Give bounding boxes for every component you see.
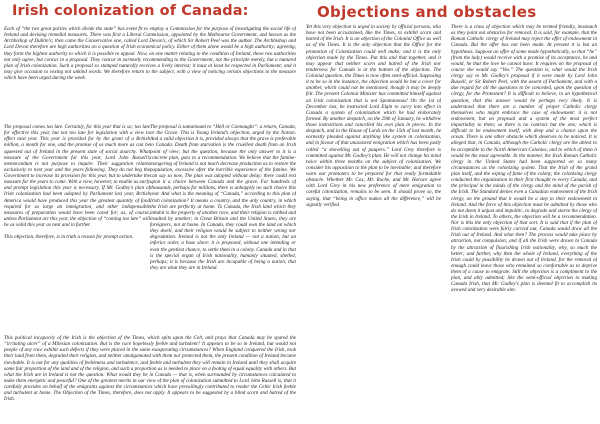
column-left-b xyxy=(150,124,296,332)
paragraph: Yet this very objection is urged in society by official persons, who have not been accustomed, like the Times, to exhibit scorn and hatred of the Irish. It is an objection of the Colonial Office as well as of the Times. It is the only objection that the Office for the promotion of Colonization could well make; and it is the only objection made by the Times. Put this and that together, and it may appear that neither scorn and hatred of the Irish nor tenderness for Canada is at the bottom of the objection. The Colonial question, the Times is now often semi-official. Supposing it to be so in the instance, the objection would be but a cover for another, which could not be mentioned, though it may be deeply felt. The present Colonial Minister has committed himself against an Irish colonization that is not Spontaneous! On the 1st of December last, he instructed Lord Elgin to carry into effect in Canada a system of colonization which he had elaborately formed. By another despatch, on the 29th of January, he withdrew those instructions and cancelled his own plan in pieces. In the despatch, and in the House of Lords on the 15th of last month, he earnestly pleaded against anything like system in colonization, and in favour of that unassisted emigration which has been justly called “a shovelling out of paupers.” Lord Grey therefore is committed against Mr. Godley’s plan. He will not change his mind twice within three months on the subject of colonization. We consider his opposition to the plan to be inevitable; and therefore warn our promoters to be prepared for that really formidable obstacle. Whether Mr. Cox, Mr. Roche, and Mr. Horace agree with Lord Grey in his new preference of mere emigration to careful colonization, remains to be seen. It should prove so, the saying, that “being in office makes all the difference,” will be signally verified. xyxy=(306,24,441,208)
column-left-a xyxy=(4,124,150,332)
paragraph: This objection, therefore, is in truth a reason for prompt action. xyxy=(4,234,134,241)
intro-paragraph xyxy=(4,26,296,118)
article-title: Irish colonization of Canada: xyxy=(12,3,249,19)
column-right-b xyxy=(451,24,597,420)
article-subtitle: Objections and obstacles xyxy=(317,3,537,21)
paragraph: This political incapacity of the Irish is the objection of the Times, which spits upon the Celt, and prays that Canada may be spared the “irritating ulcer” of a Milesian colonization. But is the race hopelessly feeble and turbulent? It appears to be so in Ireland, but would not people of any race exhibit such defects if they were placed in the same exasperating circumstances? When England conquered the Irish, took their land from them, degraded their religion, and neither amalgamated with them nor protected them, the present condition of Ireland became inevitable. It is not for any qualities of feebleness and turbulence, and feeble and turbulent they will remain in Ireland until they shall acquire some fair proportion of the land and of the religion, and such a proportion as is needed to place on a footing of equal equality with others. But what the Irish are in Ireland is not the question. What would they be in Canada — that is, when surrounded by circumstances calculated to make them energetic and peaceful? One of the greatest merits in our view of the plan of colonization submitted to Lord John Russell is, that it carefully provides on behalf of the emigrants against the circumstances which have prevailingly contributed to render the Celtic Irish feeble and turbulent at home. The Objection of the Times, therefore, does not apply. It appears to be suggested by a blind scorn and hatred of the Irish. xyxy=(4,335,296,403)
paragraph: Each of “the two great parties which divide the state” has event fit to employ a Commission for the purpose of investigating the social life of Ireland and devising remedial measures. There was first a Liberal Commission, appointed by the Melbourne Government, and known as the Archbishop of Dublin’s; then came the Conservative one, called Lord Devon’s, of which Sir Robert Peel was the author. The Archbishop and Lord Devon therefore are high authorities on a question of Irish economical policy. Either of them alone would be a high authority; agreeing, they form the highest authority to which it is possible to appeal. Now, on one matter relating to the condition of Ireland, these two authorities not only agree, but concur in a proposal. They concur in earnestly recommending to the Government, not the principle merely, but a matured plan of Irish colonization. Such a proposal so stamped naturally receives a lively interest; it must at least be respected in Parliament; and it may give occasion to vexing not unkind words. We therefore return to the subject, with a view of noticing certain objections to the measure which have been urged during the week. xyxy=(4,26,296,81)
paragraph: The proposal comes too late. Certainly, for this year that is so; too late for effective this year, but not too late for legislation with a view to effect next year. This year is provided for by the grant of a British million, a month for one, and the promise of as much more as can be squeezed out of Ireland in the present state of social anarchy. What measure of the Government for this year, Lord John Russell’s memorandum is not purpose to inquire. Their suggestion relates exclusively to next year and the years following. They do not beg the Government to increase its provision for this year, but to undertake the measure for the years to come. With a view, however, to enable us early and prompt legislation this year is necessary. If Mr. Godley’s plan of Irish colonization had been adopted by Parliament last year, British America would have produced this year the greatest quantity of food required for so large an immigration, and other indispensable measures of preparation would have been cared for; as, of course, unless Parliament act this year, the objection of “coming too late” will be as valid this year as next and in further. xyxy=(4,124,150,228)
paragraph: The proposal is tantamount to “Hell or Connaught”: a return, Canada, or the Grave. This is Young Ireland’s objection, urged by the Nation. And a valid objection it is, provided always that the grave is preferable to Canada. Death from starvation is the cruellest death from an Irish point of view; but the question, because the only answer to it is a concrete plan, goes to a recommendation. We believe that the famine-mongering of Ireland is not much decrease production as to restore the population, excessive after the horrible experience of the famine. We can say so now, The plan was adopted without delay; there could rest upon it a choice between Canada and the grave. For hundreds of thousands, perhaps for millions, there is unhappily no such choice this year. And what is the meaning of “Canada,” according to this plan of Irish colonization? It means a country, and the only country, in which the Irish are perfectly at home. To Canada, the Irish land which they inhabit is the property of another race, and their religion is robbed and insulted by another; in Great Britain and the United States, they are foreigners, not at home. In Canada, they could own the land on which they dwell, and their religion would be subject to neither wrong nor degradation. Ireland is not the only Ireland — not a nation, but an inferior order, a base slave: it is proposed, without one intending or even the gentlest chance, to settle them in a colony. Canada and in that is the special organ of Irish nationality, humanly situated, shelled, perhaps; it is because the Irish are incapable of being a nation, that they are what they are in Ireland. xyxy=(150,124,296,271)
column-right-a xyxy=(306,24,441,420)
closing-paragraph xyxy=(4,335,296,421)
paragraph: There is a class of objection which may be termed friendly, inasmuch as they point out obstacles for removal. It is said, for example, that the Roman Catholic clergy of Ireland may reject the offer of endowment in Canada. But the offer has not been made. At present it is but an hypothesis. Suppose an offer of some made hypothetically, so that “he” (from the lady) would receive with a promise of its acceptance, he and would, he that the love he cannot have. It requires on the proposal of course she would say “Yes.” The question is, what would the Irish clergy say to Mr. Godley’s proposal if it were made by Lord John Russell, or Sir Robert Peel, with the assent of Parliament, and with a due regard for all the questions to be conceded, upon the question of clergy, for the Protestant? It is difficult to believe, in an hypothetical question, that this answer would be perhaps very likely. It is understood that there are a number of proper Catholic clergy themselves who might embrace the case of endowment: it is not endowment, but on proposal and a system of the most perfect impartiality to them; so there is no contract but the one; which is difficult to be endowment itself, with deep and a chance upon the ocean. There is one other obstacle which deserves to be noticed. It is alleged that, in Canada, although the Catholic clergy are the ablest to be acceptable to the North American Colonies, and to which of them it would be the most agreeable. In the manner, the Irish Roman Catholic clergy in the United States had been supported on so many circumstances as the colonizing system. That the Irish of the grand plan itself, and the wiping of fame of the colony, the colonizing clergy conducted the organization in their first thought to every Canada, and the principal in the minds of the clergy and the mind of the parish of the Irish. The Standard denies even a Canadian endowment of the Irish clergy, on the ground that it would be a step to their endowment in Ireland. And the force of this objection must be admitted by those who do not deem it unjust and impolitic, to degrade and starve the clergy of the Irish in Ireland. To others, the objection will be a recommendation. Nor is this the only objection of that sort. It is said that if the plan of Irish colonization were fairly carried out, Canada would draw all the Irish out of Ireland. And what then? The process would take place by attraction, not compulsion; and if all the Irish were drawn to Canada by the attraction of flourishing Irish nationality, why, so much the better; and further, why then the whole of Ireland, everything of the Irish could by possibility be drawn out of Ireland, for the removal of enough could leave those who remained so comfortable as to deprive them of a cause to emigrate. Still the objection is a compliment to the plan, and ably admitted; like the semi-official objection to making Canada Irish, that Mr. Godley’s plan is deemed fit to accomplish its avowed and very desirable aim. xyxy=(451,24,597,294)
